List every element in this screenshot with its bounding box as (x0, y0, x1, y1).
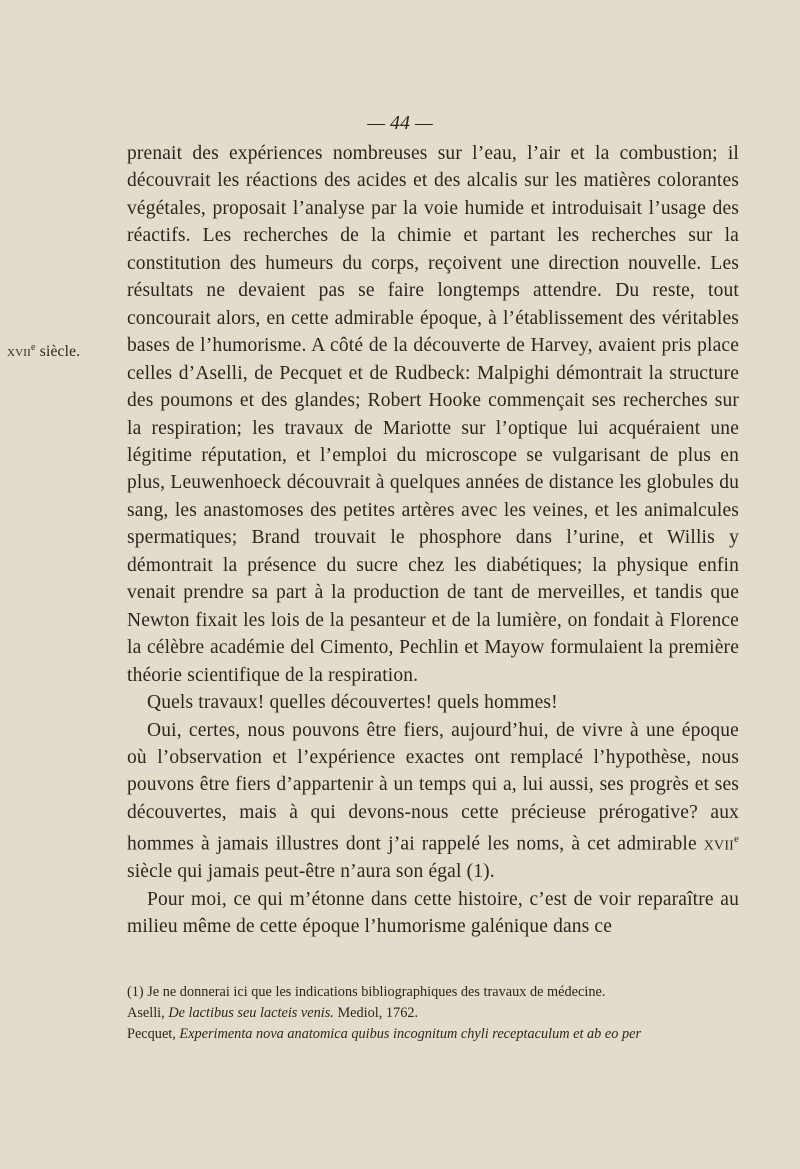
paragraph-1: prenait des expériences nombreuses sur l’eau, l’air et la combustion; il découvrait les réactions des acides et des alcalis sur les matières colorantes végétales, proposait l’analyse par la voie humide et introduisait l’usage des réactifs. Les recherches de la chimie et partant les recherches sur la constitution des humeurs du corps, reçoivent une direction nouvelle. Les résultats ne devaient pas se faire longtemps attendre. Du reste, tout concourait alors, en cette admirable époque, à l’établissement des véritables bases de l’humorisme. A côté de la découverte de Harvey, avaient pris place celles d’Aselli, de Pecquet et de Rudbeck: Malpighi démontrait la structure des poumons et des glandes; Robert Hooke commençait ses recherches sur la respiration; les travaux de Mariotte sur l’optique lui acquéraient une légitime réputation, et l’emploi du microscope se vulgarisant de plus en plus, Leuwenhoeck découvrait à quelques années de distance les globules du sang, les anastomoses des petites artères avec les veines, et les animalcules spermatiques; Brand trouvait le phosphore dans l’urine, et Willis y démontrait la présence du sucre chez les diabétiques; la physique enfin venait prendre sa part à la production de tant de merveilles, et tandis que Newton fixait les lois de la pesanteur et de la lumière, on fondait à Florence la célèbre académie del Cimento, Pechlin et Mayow formulaient la première théorie scientifique de la respiration. (127, 143, 739, 686)
paragraph-3-end-after: siècle qui jamais peut-être n’aura son égal (1). (127, 861, 495, 883)
footnotes (127, 982, 747, 1045)
margin-note-century: xvii (7, 343, 32, 361)
footnote-pecquet (127, 1024, 747, 1045)
paragraph-3-superscript: e (733, 833, 739, 846)
footnote-aselli-title: De lactibus seu lacteis venis. (168, 1005, 334, 1021)
footnote-aselli-rest: Mediol, 1762. (333, 1005, 419, 1021)
footnote-pecquet-author: Pecquet, (127, 1026, 180, 1042)
page-number: — 44 — (367, 112, 433, 134)
paragraph-4: Pour moi, ce qui m’étonne dans cette histoire, c’est de voir reparaître au milieu même de cette époque l’humorisme galénique dans ce (127, 888, 739, 938)
body-text (127, 140, 739, 941)
footnote-aselli-author: Aselli, (127, 1005, 169, 1021)
paragraph-2: Quels travaux! quelles découvertes! quels hommes! (147, 692, 558, 714)
margin-note-superscript: e (31, 342, 36, 353)
paragraph-3-end-before: à cet admirable (571, 833, 704, 855)
margin-note-suffix: siècle. (35, 343, 81, 361)
footnote-pecquet-title: Experimenta nova anatomica quibus incognitum chyli receptaculum et ab eo per (179, 1026, 642, 1042)
margin-note (7, 338, 80, 362)
footnote-1: (1) Je ne donnerai ici que les indications bibliographiques des travaux de médecine. (127, 984, 606, 1000)
paragraph-3-text: Oui, certes, nous pouvons être fiers, aujourd’hui, de vivre à une époque où l’observation et l’expérience exactes ont remplacé l’hypothèse, nous pouvons être fiers d’appartenir à un temps qui a, lui aussi, ses progrès et ses découvertes, mais à qui devons-nous cette précieuse prérogative? aux hommes à jamais illustres dont j’ai rappelé les noms, (127, 719, 739, 855)
paragraph-3-century: xvii (703, 833, 734, 855)
paragraph-3 (127, 717, 739, 886)
footnote-aselli (127, 1003, 747, 1024)
